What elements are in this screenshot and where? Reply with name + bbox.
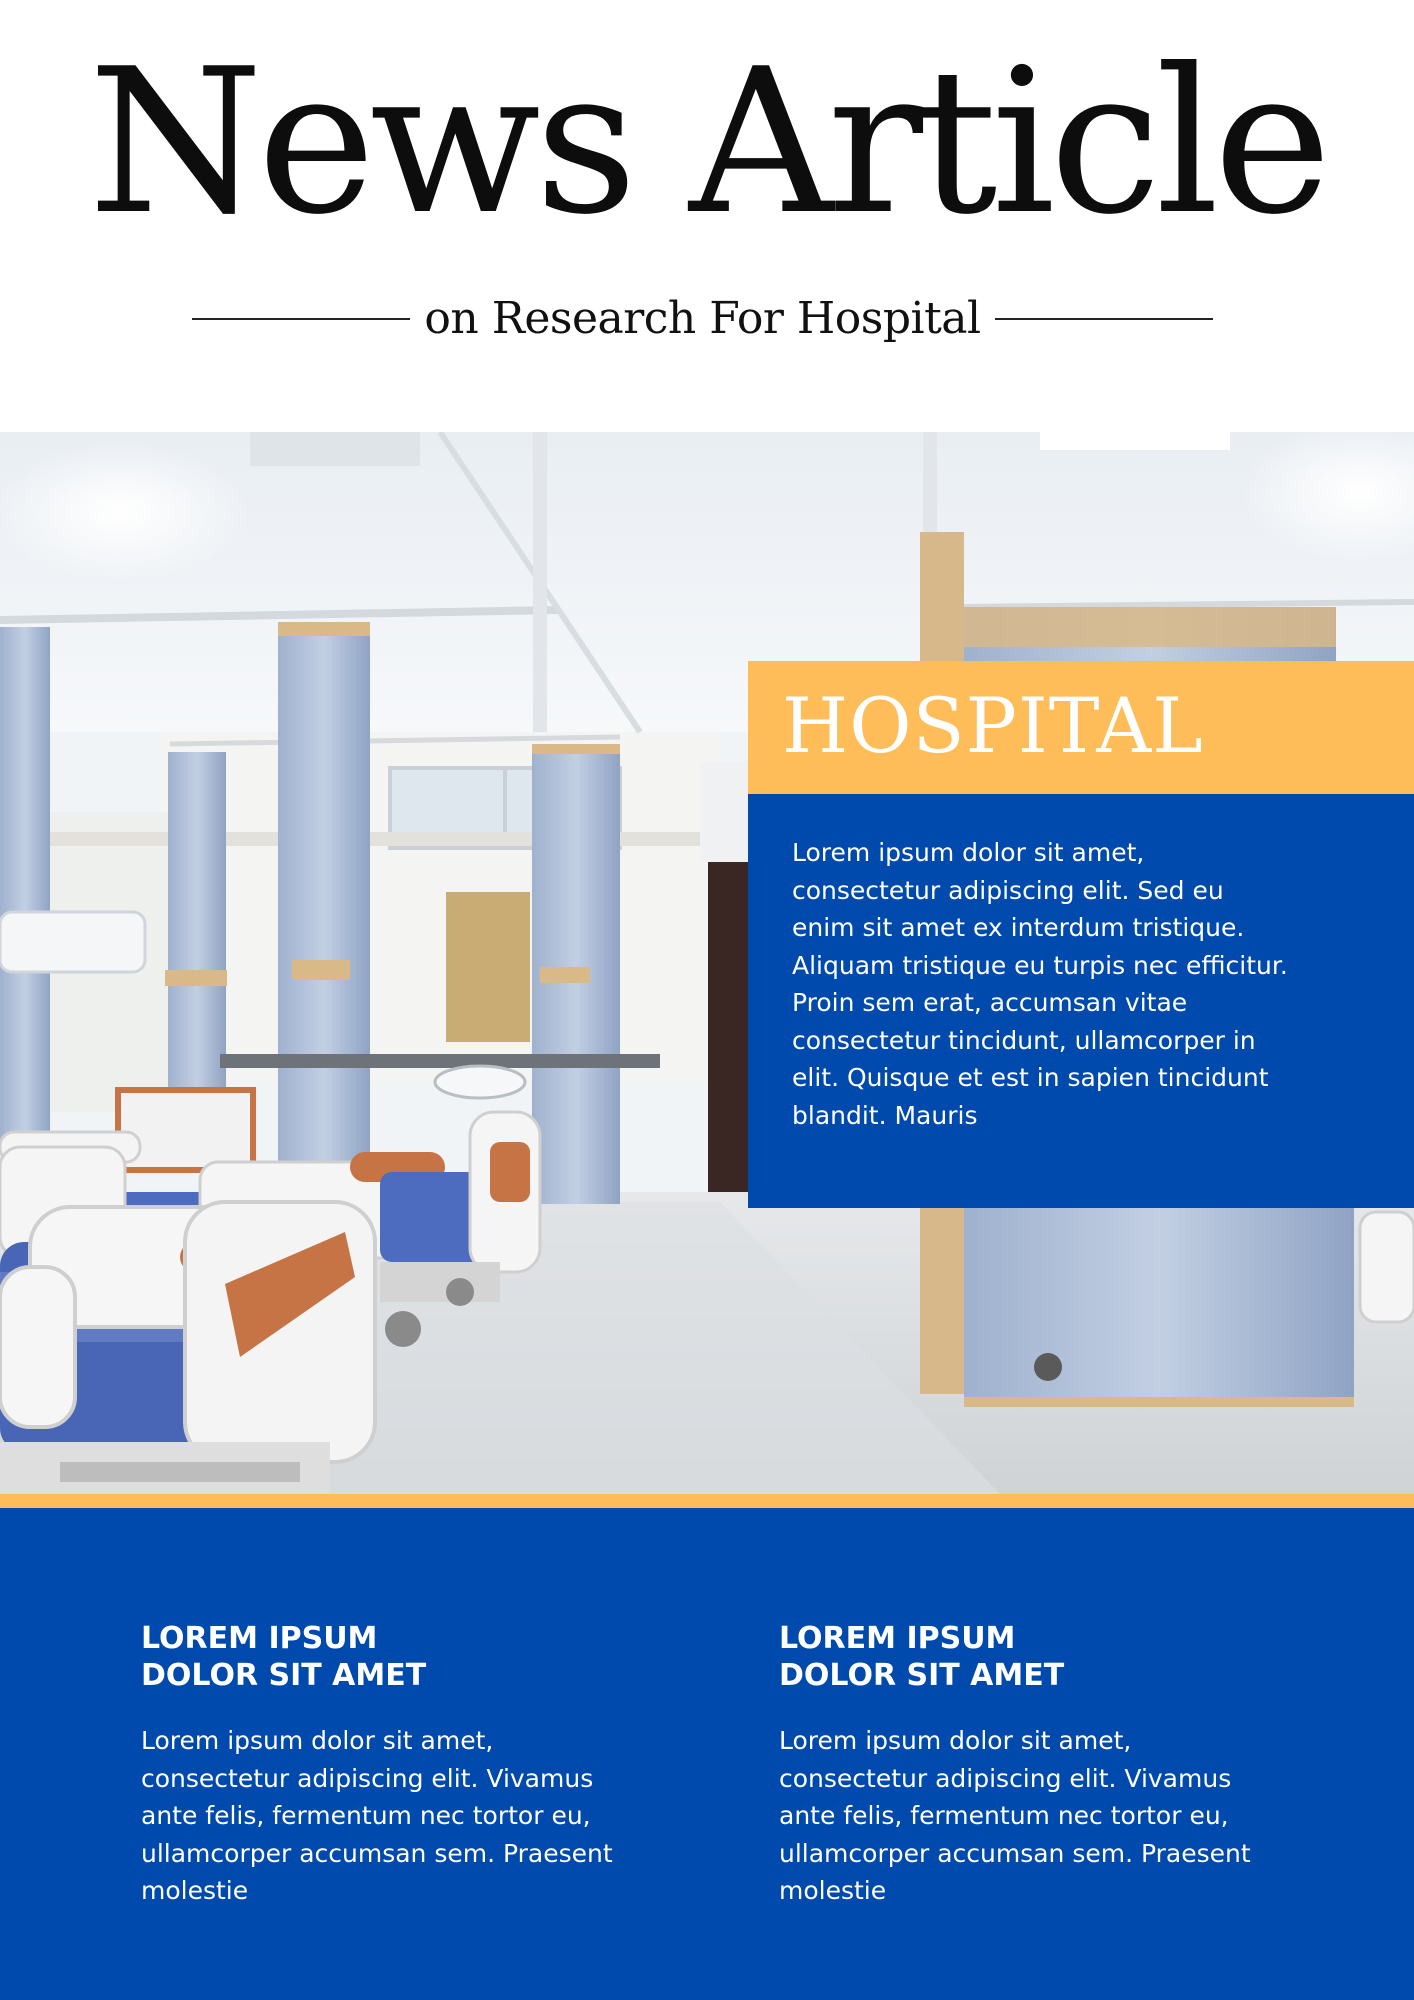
column-body: Lorem ipsum dolor sit amet, consectetur adipiscing elit. Vivamus ante felis, fermentum nec tortor eu, ullamcorper accumsan sem. Praesent molestie — [141, 1726, 613, 1905]
masthead — [0, 0, 1414, 432]
subtitle-row — [0, 284, 1414, 354]
column-body: Lorem ipsum dolor sit amet, consectetur adipiscing elit. Vivamus ante felis, fermentum nec tortor eu, ullamcorper accumsan sem. Praesent molestie — [779, 1726, 1251, 1905]
subtitle-rule-right — [995, 318, 1213, 320]
page-title: News Article — [88, 26, 1326, 259]
feature-infobox — [748, 794, 1414, 1208]
feature-tag — [748, 661, 1414, 794]
feature-body: Lorem ipsum dolor sit amet, consectetur adipiscing elit. Sed eu enim sit amet ex interdum tristique. Aliquam tristique eu turpis nec efficitur. Proin sem erat, accumsan vitae consectetur tincidunt, ullamcorper in elit. Quisque et est in sapien tincidunt blandit. Mauris — [792, 838, 1288, 1130]
accent-divider — [0, 1494, 1414, 1508]
column-left — [141, 1620, 661, 1910]
subtitle-rule-left — [192, 318, 410, 320]
column-right — [779, 1620, 1299, 1910]
page-subtitle: on Research For Hospital — [424, 293, 981, 344]
column-heading: LOREM IPSUM DOLOR SIT AMET — [779, 1621, 1065, 1693]
footer-section — [0, 1508, 1414, 2000]
feature-tag-label: HOSPITAL — [782, 681, 1204, 770]
column-heading: LOREM IPSUM DOLOR SIT AMET — [141, 1621, 427, 1693]
